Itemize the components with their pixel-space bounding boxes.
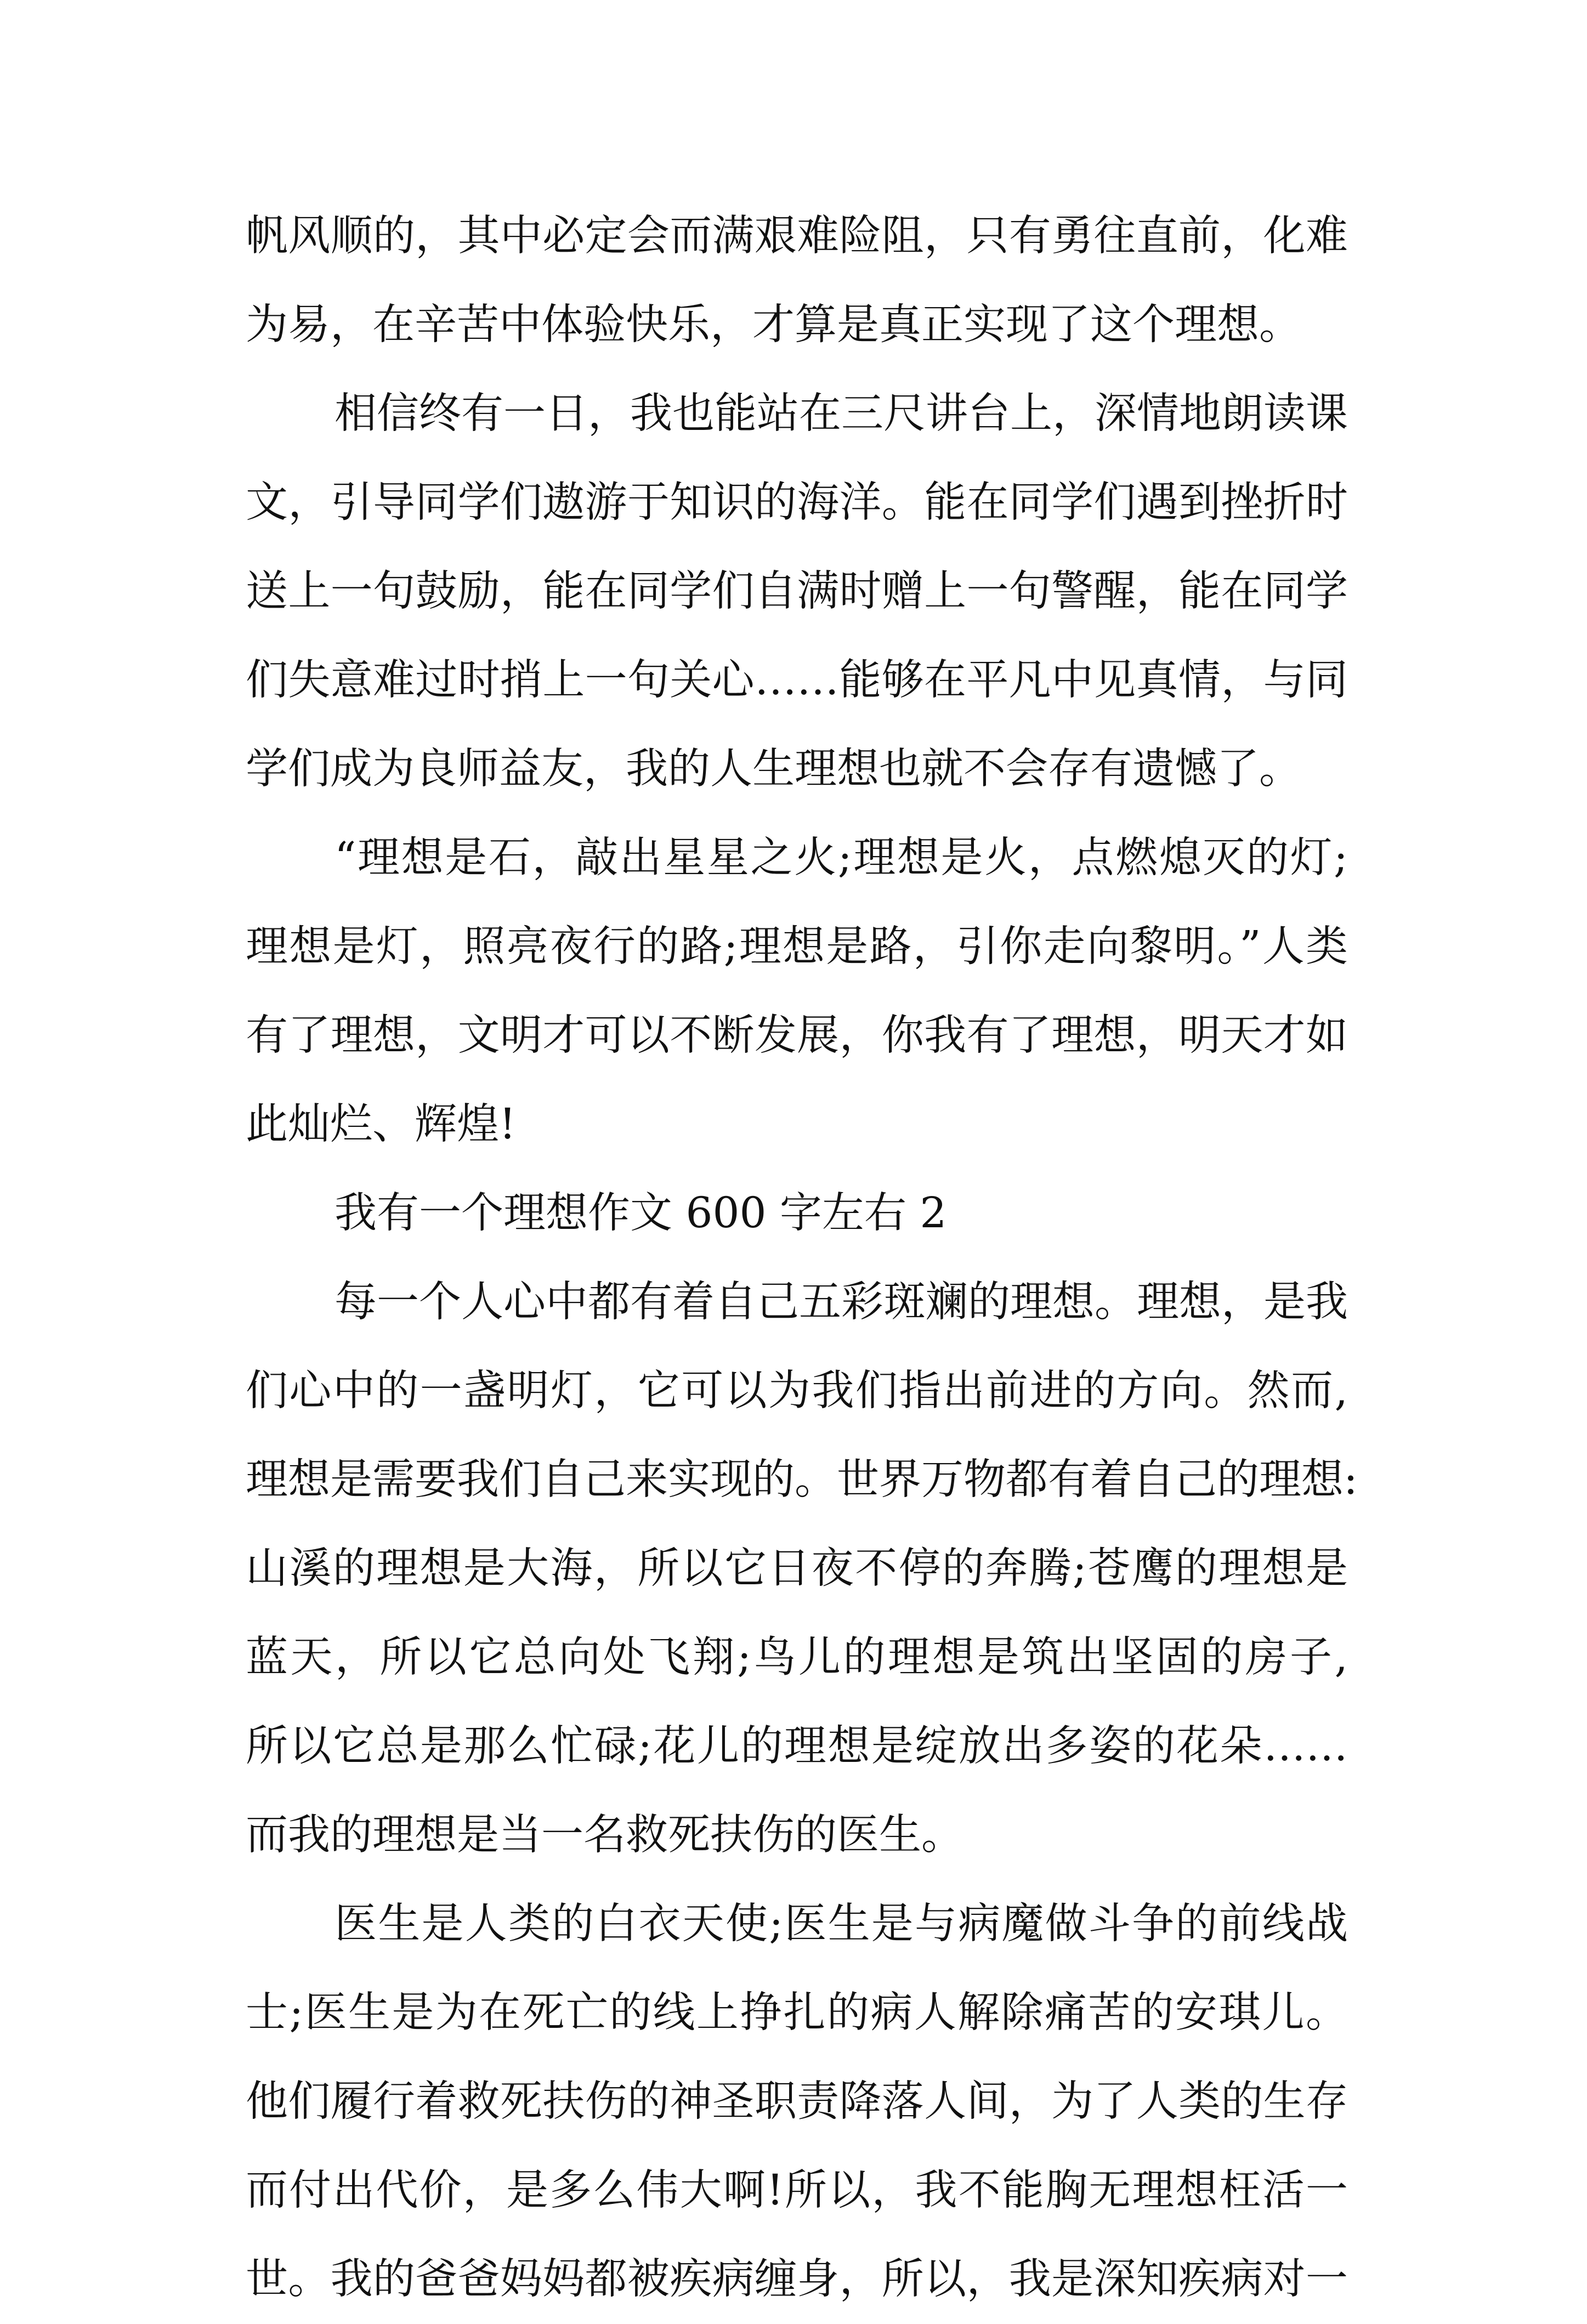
text-line: 学们成为良师益友，我的人生理想也就不会存有遗憾了。 <box>246 745 1301 793</box>
text-line: 医生是人类的白衣天使;医生是与病魔做斗争的前线战 <box>335 1900 1348 1948</box>
text-line: 为易，在辛苦中体验快乐，才算是真正实现了这个理想。 <box>246 301 1301 349</box>
section-heading: 我有一个理想作文 600 字左右 2 <box>335 1189 947 1238</box>
text-line: 此灿烂、辉煌! <box>246 1100 516 1149</box>
text-line: 每一个人心中都有着自己五彩斑斓的理想。理想，是我 <box>335 1278 1348 1327</box>
text-line: 山溪的理想是大海，所以它日夜不停的奔腾;苍鹰的理想是 <box>246 1544 1348 1593</box>
text-line: 帆风顺的，其中必定会而满艰难险阻，只有勇往直前，化难 <box>246 212 1348 260</box>
text-line: 们心中的一盏明灯，它可以为我们指出前进的方向。然而, <box>246 1367 1348 1415</box>
text-line: 他们履行着救死扶伤的神圣职责降落人间，为了人类的生存 <box>246 2077 1348 2126</box>
text-line: 相信终有一日，我也能站在三尺讲台上，深情地朗读课 <box>335 389 1348 438</box>
essay-text-block <box>246 192 1358 2324</box>
text-line: 文，引导同学们遨游于知识的海洋。能在同学们遇到挫折时 <box>246 478 1348 527</box>
text-line: “理想是石，敲出星星之火;理想是火，点燃熄灭的灯; <box>335 834 1348 882</box>
text-line: 所以它总是那么忙碌;花儿的理想是绽放出多姿的花朵…… <box>246 1722 1348 1771</box>
text-line: 理想是需要我们自己来实现的。世界万物都有着自己的理想: <box>246 1455 1358 1504</box>
text-line: 送上一句鼓励，能在同学们自满时赠上一句警醒，能在同学 <box>246 567 1348 616</box>
text-line: 士;医生是为在死亡的线上挣扎的病人解除痛苦的安琪儿。 <box>246 1988 1348 2037</box>
text-line: 们失意难过时捎上一句关心……能够在平凡中见真情，与同 <box>246 656 1348 705</box>
text-line: 蓝天，所以它总向处飞翔;鸟儿的理想是筑出坚固的房子, <box>246 1633 1348 1682</box>
text-line: 而付出代价，是多么伟大啊!所以，我不能胸无理想枉活一 <box>246 2166 1348 2215</box>
text-line: 而我的理想是当一名救死扶伤的医生。 <box>246 1811 963 1860</box>
text-line: 理想是灯，照亮夜行的路;理想是路，引你走向黎明。”人类 <box>246 922 1348 971</box>
text-line: 世。我的爸爸妈妈都被疾病缠身，所以，我是深知疾病对一 <box>246 2255 1348 2304</box>
text-line: 有了理想，文明才可以不断发展，你我有了理想，明天才如 <box>246 1011 1348 1060</box>
